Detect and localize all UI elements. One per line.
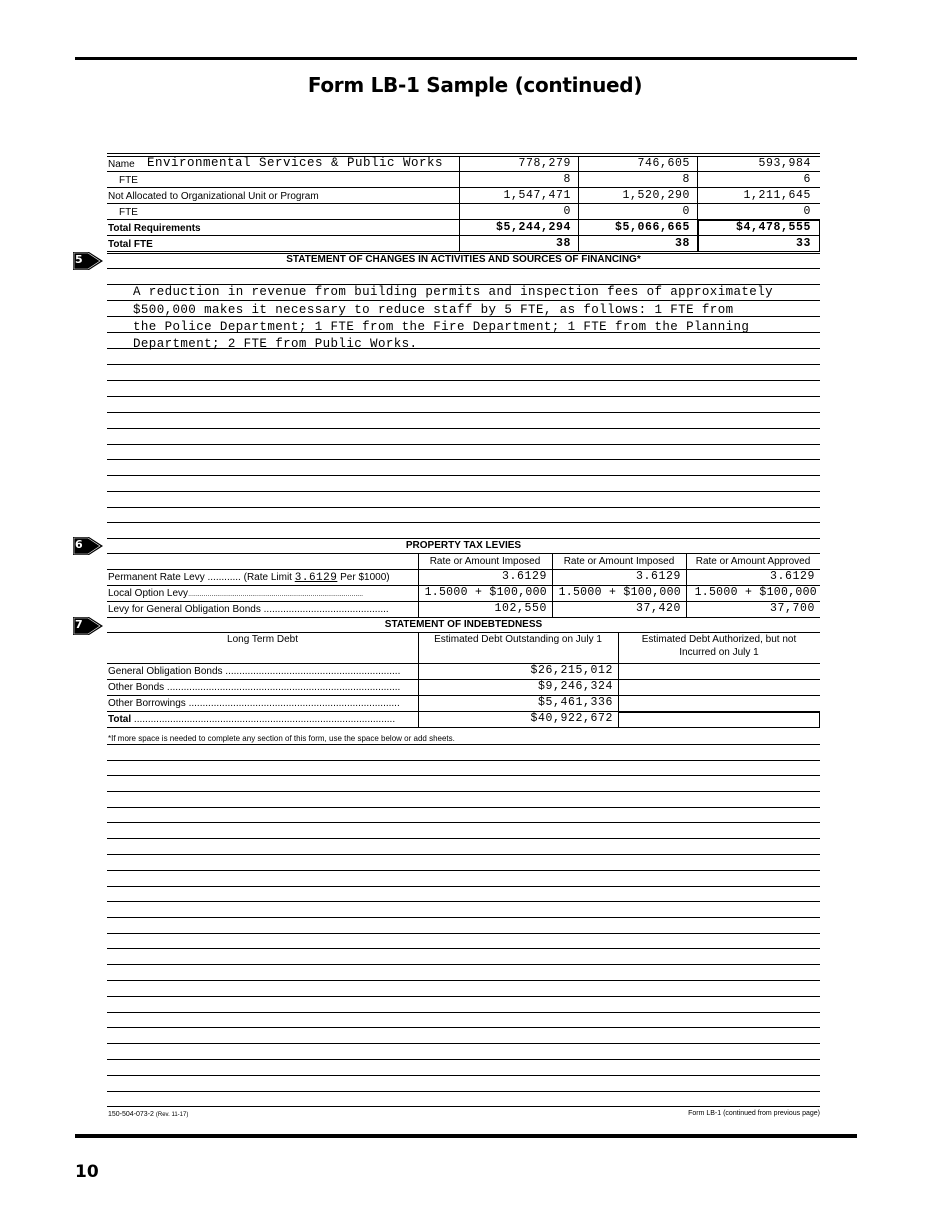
levies-header-1: Rate or Amount Imposed xyxy=(429,556,541,567)
changes-line-3: the Police Department; 1 FTE from the Fire Department; 1 FTE from the Planning xyxy=(133,320,750,334)
changes-line-1: A reduction in revenue from building permits and inspection fees of approximately xyxy=(133,285,773,299)
per-1000-label: Per $1000) xyxy=(340,572,390,583)
marker-7-arrow-icon xyxy=(73,617,101,633)
form-code-number: 150-504-073-2 xyxy=(108,1111,154,1118)
go-bonds-levy-value-1: 102,550 xyxy=(494,602,547,615)
authorized-header-line-1: Estimated Debt Authorized, but not xyxy=(641,634,797,645)
name-label: Name xyxy=(108,159,135,170)
go-bonds-levy-value-3: 37,700 xyxy=(769,602,815,615)
debt-row-other-borrowings: Other Borrowings ............................................................................ xyxy=(108,698,400,709)
fte-value-1: 8 xyxy=(563,173,571,186)
fte2-label: FTE xyxy=(119,207,138,218)
name-value-3: 593,984 xyxy=(758,157,811,170)
footnote: *If more space is needed to complete any section of this form, use the space below or add sheets. xyxy=(108,734,455,743)
fte-value-3: 6 xyxy=(803,173,811,186)
fte2-value-1: 0 xyxy=(563,205,571,218)
total-fte-value-3: 33 xyxy=(795,237,811,250)
total-requirements-value-3: $4,478,555 xyxy=(735,221,811,234)
go-bonds-levy-value-2: 37,420 xyxy=(635,602,681,615)
fte2-value-2: 0 xyxy=(682,205,690,218)
not-allocated-value-1: 1,547,471 xyxy=(503,189,571,202)
debt-row-other-borrowings-label: Other Borrowings xyxy=(108,698,186,709)
outstanding-header: Estimated Debt Outstanding on July 1 xyxy=(434,634,602,645)
debt-row-go-bonds: General Obligation Bonds ............................................................... xyxy=(108,666,401,677)
fte-label: FTE xyxy=(119,175,138,186)
changes-line-2: $500,000 makes it necessary to reduce staff by 5 FTE, as follows: 1 FTE from xyxy=(133,303,734,317)
total-fte-value-1: 38 xyxy=(555,237,571,250)
form-footer-right: Form LB-1 (continued from previous page) xyxy=(688,1110,820,1117)
indebtedness-title: STATEMENT OF INDEBTEDNESS xyxy=(384,619,543,630)
total-requirements-label: Total Requirements xyxy=(108,223,201,234)
form-rev: (Rev. 11-17) xyxy=(155,1112,189,1118)
name-value: Environmental Services & Public Works xyxy=(147,156,444,170)
total-fte-label: Total FTE xyxy=(108,239,153,250)
debt-row-other-borrowings-value: $5,461,336 xyxy=(537,696,613,709)
permanent-rate-value-1: 3.6129 xyxy=(501,570,547,583)
name-value-2: 746,605 xyxy=(637,157,690,170)
permanent-rate-value-2: 3.6129 xyxy=(635,570,681,583)
rate-limit-value: 3.6129 xyxy=(294,572,338,584)
marker-7-number: 7 xyxy=(75,618,83,631)
fte-value-2: 8 xyxy=(682,173,690,186)
top-rule xyxy=(75,57,857,60)
authorized-header-line-2: Incurred on July 1 xyxy=(679,647,759,658)
debt-row-go-bonds-value: $26,215,012 xyxy=(530,664,613,677)
long-term-debt-header: Long Term Debt xyxy=(227,634,298,645)
local-option-label: Local Option Levy.......................................................................................... xyxy=(108,588,364,599)
local-option-label-text: Local Option Levy xyxy=(108,588,189,599)
marker-6-arrow-icon xyxy=(73,537,101,553)
marker-5-number: 5 xyxy=(75,253,83,266)
go-bonds-levy-label: Levy for General Obligation Bonds ............................................. xyxy=(108,604,389,615)
debt-row-other-bonds: Other Bonds .................................................................................... xyxy=(108,682,401,693)
page-title: Form LB-1 Sample (continued) xyxy=(307,73,643,97)
fte2-value-3: 0 xyxy=(803,205,811,218)
debt-row-go-bonds-label: General Obligation Bonds xyxy=(108,666,223,677)
permanent-rate-value-3: 3.6129 xyxy=(769,570,815,583)
levies-header-2: Rate or Amount Imposed xyxy=(563,556,675,567)
local-option-value-3: 1.5000 + $100,000 xyxy=(694,586,817,599)
local-option-value-2: 1.5000 + $100,000 xyxy=(558,586,681,599)
debt-row-total: Total .............................................................................................. xyxy=(108,714,396,725)
local-option-value-1: 1.5000 + $100,000 xyxy=(424,586,547,599)
page-number: 10 xyxy=(75,1162,99,1182)
permanent-rate-label-text: Permanent Rate Levy ............ (Rate Limit xyxy=(108,572,292,583)
total-requirements-value-1: $5,244,294 xyxy=(495,221,571,234)
debt-row-other-bonds-value: $9,246,324 xyxy=(537,680,613,693)
levies-header-3: Rate or Amount Approved xyxy=(695,556,811,567)
changes-line-4: Department; 2 FTE from Public Works. xyxy=(133,337,418,351)
marker-6-number: 6 xyxy=(75,538,83,551)
debt-row-other-bonds-label: Other Bonds xyxy=(108,682,165,693)
changes-title: STATEMENT OF CHANGES IN ACTIVITIES AND SOURCES OF FINANCING* xyxy=(286,254,641,265)
form-code xyxy=(108,1109,188,1121)
not-allocated-value-3: 1,211,645 xyxy=(743,189,811,202)
permanent-rate-label xyxy=(108,572,390,584)
levies-title: PROPERTY TAX LEVIES xyxy=(405,540,522,551)
name-value-1: 778,279 xyxy=(518,157,571,170)
not-allocated-value-2: 1,520,290 xyxy=(622,189,690,202)
debt-row-total-label: Total xyxy=(108,714,132,725)
marker-5-arrow-icon xyxy=(73,252,101,268)
debt-row-total-value: $40,922,672 xyxy=(530,712,613,725)
go-bonds-levy-label-text: Levy for General Obligation Bonds xyxy=(108,604,261,615)
not-allocated-label: Not Allocated to Organizational Unit or Program xyxy=(108,191,319,202)
bottom-rule xyxy=(75,1134,857,1138)
total-fte-value-2: 38 xyxy=(674,237,690,250)
total-requirements-value-2: $5,066,665 xyxy=(614,221,690,234)
